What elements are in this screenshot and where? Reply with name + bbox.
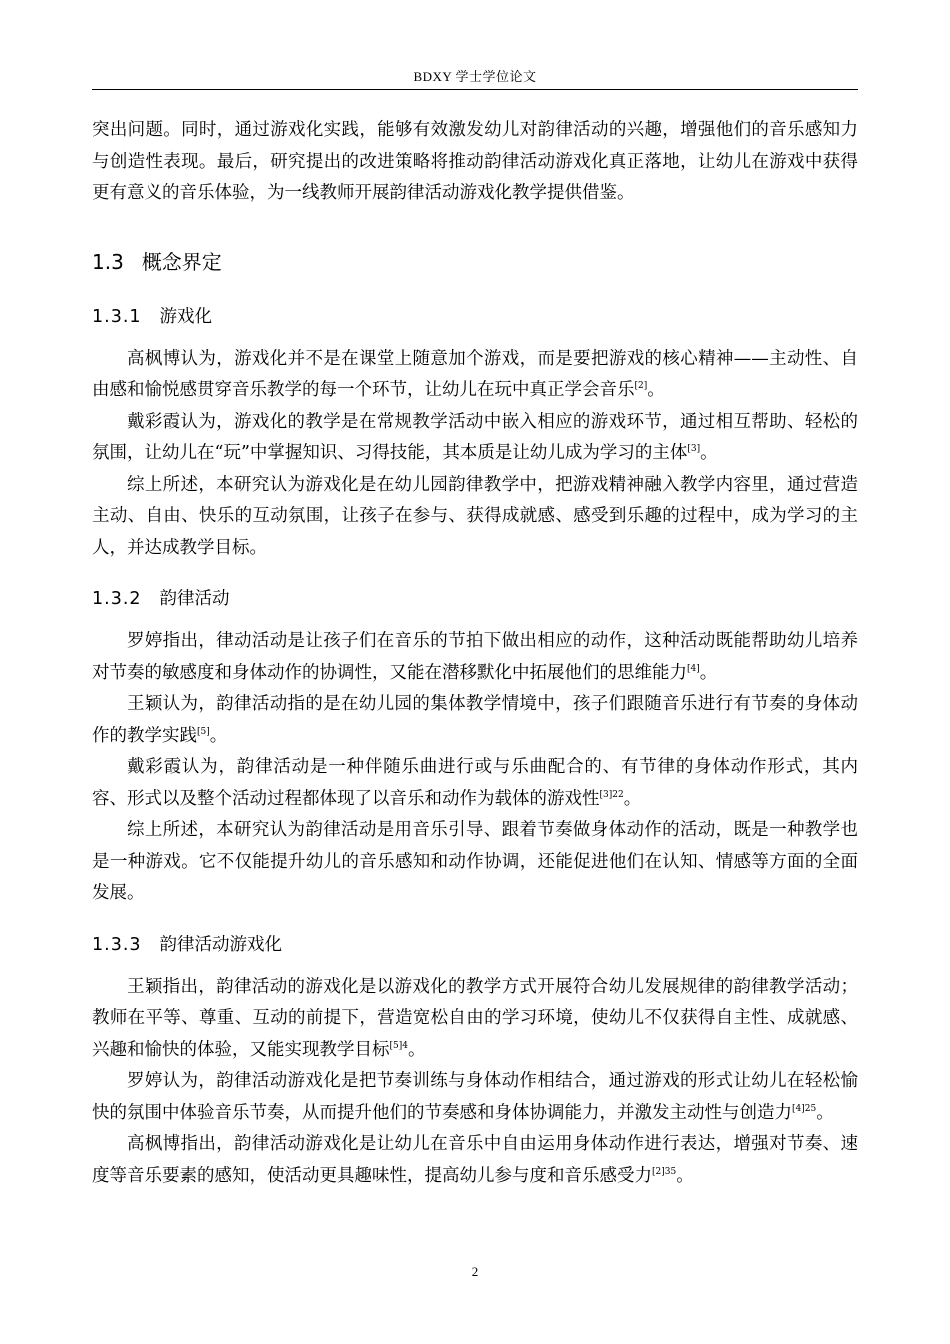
paragraph: 高枫博认为，游戏化并不是在课堂上随意加个游戏，而是要把游戏的核心精神——主动性、自由感和愉悦感贯穿音乐教学的每一个环节，让幼儿在玩中真正学会音乐[2]。 bbox=[92, 348, 858, 400]
subsection-number: 1.3.3 bbox=[92, 934, 142, 955]
section-title: 概念界定 bbox=[141, 249, 222, 274]
citation: [3]22 bbox=[599, 789, 624, 800]
citation: [2] bbox=[634, 381, 648, 391]
citation: [3] bbox=[687, 444, 701, 454]
subsection-heading-3 bbox=[92, 932, 858, 958]
header-rule bbox=[92, 89, 858, 90]
citation: [4]25 bbox=[792, 1103, 817, 1114]
paragraph: 高枫博指出，韵律活动游戏化是让幼儿在音乐中自由运用身体动作进行表达，增强对节奏、速度等音乐要素的感知，使活动更具趣味性，提高幼儿参与度和音乐感受力$^{[2]35}$。 bbox=[92, 1134, 858, 1186]
subsection-title: 韵律活动游戏化 bbox=[159, 934, 283, 955]
subsection-heading-1 bbox=[92, 304, 858, 330]
paragraph: 罗婷指出，律动活动是让孩子们在音乐的节拍下做出相应的动作，这种活动既能帮助幼儿培养对节奏的敏感度和身体动作的协调性，又能在潜移默化中拓展他们的思维能力[4]。 bbox=[92, 631, 858, 683]
running-header: BDXY 学士学位论文 bbox=[413, 69, 537, 84]
subsection-title: 韵律活动 bbox=[159, 589, 230, 609]
intro-paragraph: 突出问题。同时，通过游戏化实践，能够有效激发幼儿对韵律活动的兴趣，增强他们的音乐感知力与创造性表现。最后，研究提出的改进策略将推动韵律活动游戏化真正落地，让幼儿在游戏中获得更有意义的音乐体验，为一线教师开展韵律活动游戏化教学提供借鉴。 bbox=[92, 120, 858, 203]
paragraph: 罗婷认为，韵律活动游戏化是把节奏训练与身体动作相结合，通过游戏的形式让幼儿在轻松愉快的氛围中体验音乐节奏，从而提升他们的节奏感和身体协调能力，并激发主动性与创造力$^{[4]25}$。 bbox=[92, 1071, 858, 1123]
citation: [5]4 bbox=[389, 1040, 408, 1051]
section-number: 1.3 bbox=[92, 249, 124, 274]
paragraph: 戴彩霞认为，韵律活动是一种伴随乐曲进行或与乐曲配合的、有节律的身体动作形式，其内容、形式以及整个活动过程都体现了以音乐和动作为载体的游戏性$^{[3]22}$。 bbox=[92, 757, 858, 809]
paragraph: 综上所述，本研究认为韵律活动是用音乐引导、跟着节奏做身体动作的活动，既是一种教学也是一种游戏。它不仅能提升幼儿的音乐感知和动作协调，还能促进他们在认知、情感等方面的全面发展。 bbox=[92, 820, 858, 903]
subsection-number: 1.3.2 bbox=[92, 589, 142, 609]
citation: [4] bbox=[687, 663, 700, 674]
subsection-number: 1.3.1 bbox=[92, 306, 142, 327]
subsection-title: 游戏化 bbox=[159, 306, 213, 327]
paragraph: 王颖指出，韵律活动的游戏化是以游戏化的教学方式开展符合幼儿发展规律的韵律教学活动；教师在平等、尊重、互动的前提下，营造宽松自由的学习环境，使幼儿不仅获得自主性、成就感、兴趣和愉快的体验，又能实现教学目标$^{[5]4}$。 bbox=[92, 976, 858, 1060]
citation: [2]35 bbox=[652, 1166, 677, 1177]
paragraph: 戴彩霞认为，游戏化的教学是在常规教学活动中嵌入相应的游戏环节，通过相互帮助、轻松的氛围，让幼儿在“玩”中掌握知识、习得技能，其本质是让幼儿成为学习的主体[3]。 bbox=[92, 411, 858, 463]
paragraph: 王颖认为，韵律活动指的是在幼儿园的集体教学情境中，孩子们跟随音乐进行有节奏的身体动作的教学实践[5]。 bbox=[92, 694, 858, 746]
page-number: 2 bbox=[471, 1264, 479, 1279]
paragraph: 综上所述，本研究认为游戏化是在幼儿园韵律教学中，把游戏精神融入教学内容里，通过营造主动、自由、快乐的互动氛围，让孩子在参与、获得成就感、感受到乐趣的过程中，成为学习的主人，并达成教学目标。 bbox=[92, 474, 858, 558]
subsection-heading-2 bbox=[92, 586, 858, 612]
citation: [5] bbox=[197, 726, 210, 737]
body-content bbox=[92, 115, 858, 1192]
section-heading bbox=[92, 248, 858, 276]
